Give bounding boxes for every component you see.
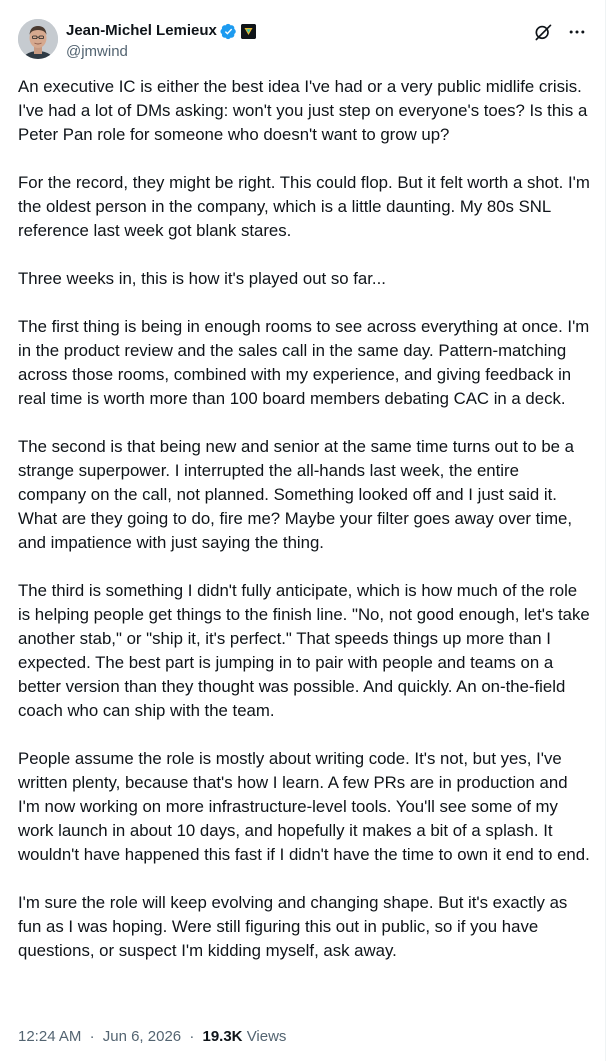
post-text xyxy=(18,75,590,987)
post-paragraph: For the record, they might be right. This could flop. But it felt worth a shot. I'm the oldest person in the company, which is a little daunting. My 80s SNL reference last week got blank stares. xyxy=(18,173,590,240)
more-icon[interactable] xyxy=(567,22,587,42)
post-meta xyxy=(18,1027,286,1047)
post-header xyxy=(18,17,587,63)
affiliate-badge-icon[interactable] xyxy=(241,24,256,39)
author-name-row xyxy=(66,21,256,41)
post-paragraph: The second is that being new and senior at the same time turns out to be a strange superpower. I interrupted the all-hands last week, the entire company on the call, not planned. Something looked off and I just said it. What are they going to do, fire me? Maybe your filter goes away over time, and impatience with just saying the thing. xyxy=(18,437,574,552)
post-date[interactable]: Jun 6, 2026 xyxy=(102,1028,182,1045)
views-label: Views xyxy=(246,1028,287,1045)
views-count: 19.3K xyxy=(202,1028,243,1045)
author-block xyxy=(66,21,256,62)
profile-photo xyxy=(18,19,58,59)
header-actions xyxy=(533,22,587,42)
post-paragraph: The third is something I didn't fully anticipate, which is how much of the role is helping people get things to the finish line. "No, not good enough, let's take another stab," or "ship it, it's perfect." That speeds things up more than I expected. The best part is jumping in to pair with people and teams on a better version than they thought was possible. And quickly. An on-the-field coach who can ship with the team. xyxy=(18,581,590,720)
meta-separator: · xyxy=(89,1028,95,1045)
author-handle[interactable]: @jmwind xyxy=(66,43,128,60)
avatar[interactable] xyxy=(18,19,58,59)
grok-icon[interactable] xyxy=(533,22,553,42)
post-paragraph: People assume the role is mostly about writing code. It's not, but yes, I've written plenty, because that's how I learn. A few PRs are in production and I'm now working on more infrastructure-level tools. You'll see some of my work launch in about 10 days, and hopefully it makes a bit of a splash. It wouldn't have happened this fast if I didn't have the time to own it end to end. xyxy=(18,749,590,864)
post-paragraph: An executive IC is either the best idea I've had or a very public midlife crisis. I've had a lot of DMs asking: won't you just step on everyone's toes? Is this a Peter Pan role for someone who doesn't want to grow up? xyxy=(18,77,588,144)
author-display-name[interactable]: Jean-Michel Lemieux xyxy=(66,22,217,39)
meta-separator: · xyxy=(189,1028,195,1045)
post-paragraph: Three weeks in, this is how it's played out so far... xyxy=(18,269,386,288)
post-paragraph: I'm sure the role will keep evolving and changing shape. But it's exactly as fun as I was hoping. Were still figuring this out in public, so if you have questions, or suspect I'm kidding myself, ask away. xyxy=(18,893,568,960)
verified-badge-icon[interactable] xyxy=(220,23,237,40)
post-paragraph: The first thing is being in enough rooms to see across everything at once. I'm in the product review and the sales call in the same day. Pattern-matching across those rooms, combined with my experience, and giving feedback in real time is worth more than 100 board members debating CAC in a deck. xyxy=(18,317,590,408)
post-time[interactable]: 12:24 AM xyxy=(18,1028,82,1045)
